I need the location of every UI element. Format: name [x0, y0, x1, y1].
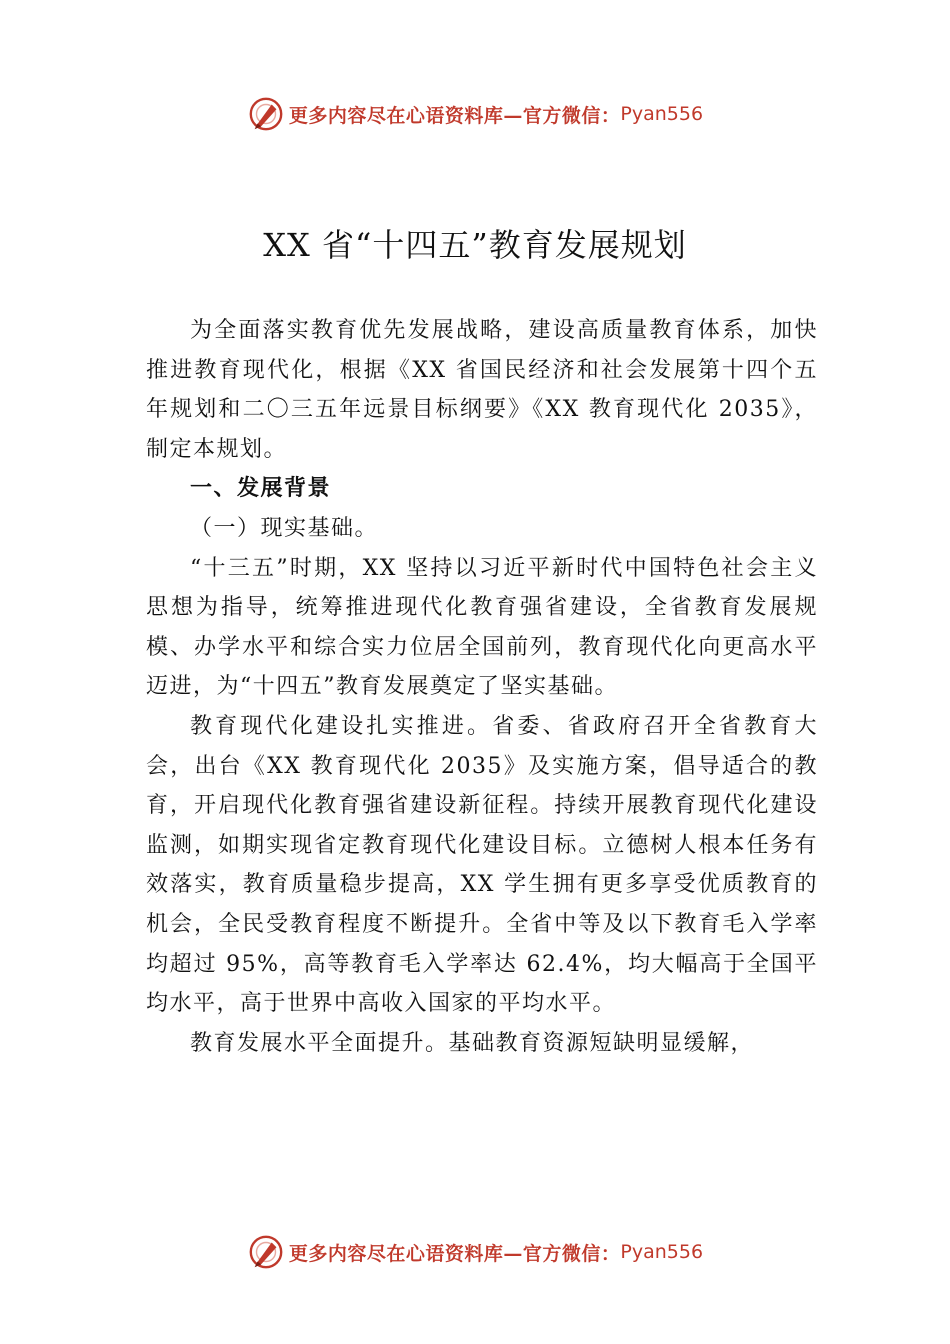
header-banner	[0, 92, 950, 136]
body-paragraph-2: 教育现代化建设扎实推进。省委、省政府召开全省教育大会，出台《XX 教育现代化 2035》及实施方案，倡导适合的教育，开启现代化教育强省建设新征程。持续开展教育现代化建设监测，如期实现省定教育现代化建设目标。立德树人根本任务有效落实，教育质量稳步提高，XX 学生拥有更多享受优质教育的机会，全民受教育程度不断提升。全省中等及以下教育毛入学率均超过 95%，高等教育毛入学率达 62.4%，均大幅高于全国平均水平，高于世界中高收入国家的平均水平。	[146, 713, 818, 1017]
subsection-heading: （一）现实基础。	[190, 515, 379, 541]
document-title: XX 省“十四五”教育发展规划	[263, 226, 687, 264]
intro-paragraph: 为全面落实教育优先发展战略，建设高质量教育体系，加快推进教育现代化，根据《XX 省国民经济和社会发展第十四个五年规划和二〇三五年远景目标纲要》《XX 教育现代化 2035》，制定本规划。	[146, 318, 818, 462]
document-body	[146, 311, 818, 1063]
banner-text: 更多内容尽在心语资料库—官方微信：	[288, 104, 621, 127]
banner-text: 更多内容尽在心语资料库—官方微信：	[288, 1242, 621, 1265]
body-paragraph-3: 教育发展水平全面提升。基础教育资源短缺明显缓解，	[190, 1030, 755, 1056]
body-paragraph-1: “十三五”时期，XX 坚持以习近平新时代中国特色社会主义思想为指导，统筹推进现代化教育强省建设，全省教育发展规模、办学水平和综合实力位居全国前列，教育现代化向更高水平迈进，为“十四五”教育发展奠定了坚实基础。	[146, 555, 818, 700]
section-heading: 一、发展背景	[190, 476, 332, 502]
pen-nib-logo-icon	[247, 1233, 285, 1271]
banner-wechat-id: Pyan556	[620, 1241, 704, 1263]
banner-wechat-id: Pyan556	[620, 103, 704, 125]
footer-banner	[0, 1230, 950, 1274]
pen-nib-logo-icon	[247, 95, 285, 133]
